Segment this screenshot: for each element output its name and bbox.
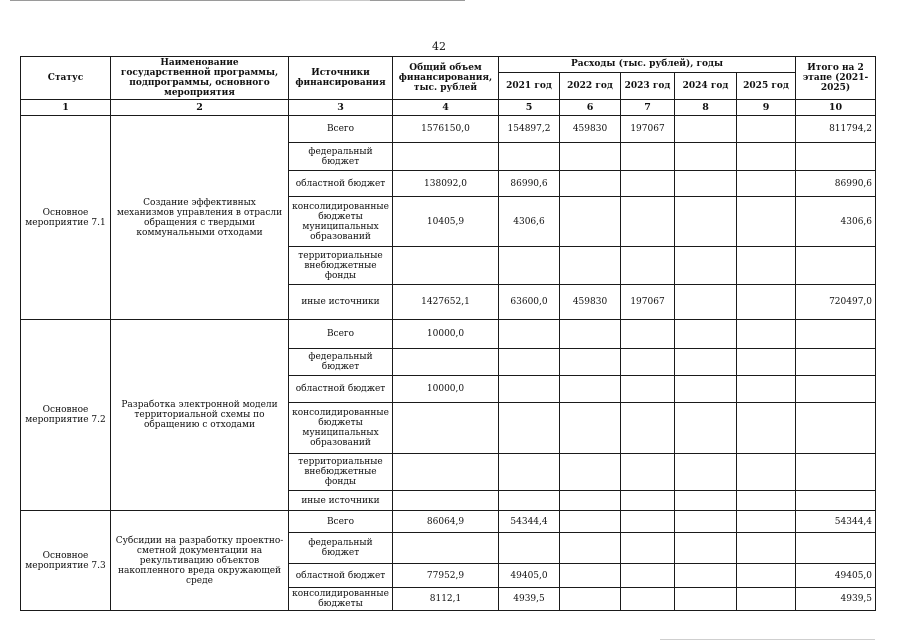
- stage-total-cell: [796, 143, 876, 171]
- year-value-cell: [675, 349, 737, 376]
- header-year: 2023 год: [621, 72, 675, 99]
- column-number: 5: [499, 100, 560, 116]
- year-value-cell: [675, 511, 737, 533]
- year-value-cell: [560, 454, 621, 491]
- year-value-cell: [621, 320, 675, 349]
- year-value-cell: [499, 533, 560, 564]
- year-value-cell: [560, 376, 621, 403]
- year-value-cell: [737, 320, 796, 349]
- stage-total-cell: [796, 491, 876, 511]
- stage-total-cell: [796, 247, 876, 285]
- status-cell: Основное мероприятие 7.1: [21, 116, 111, 320]
- stage-total-cell: 86990,6: [796, 171, 876, 197]
- header-total: Итого на 2 этапе (2021-2025): [796, 57, 876, 100]
- year-value-cell: [499, 247, 560, 285]
- year-value-cell: [499, 376, 560, 403]
- year-value-cell: [737, 403, 796, 454]
- year-value-cell: [560, 247, 621, 285]
- stage-total-cell: 811794,2: [796, 116, 876, 143]
- funding-source-cell: консолидированные бюджеты: [289, 588, 393, 611]
- year-value-cell: [621, 491, 675, 511]
- page-number: 42: [432, 40, 446, 53]
- measure-name-cell: Субсидии на разработку проектно-сметной документации на рекультивацию объектов накопленного вреда окружающей среде: [111, 511, 289, 611]
- year-value-cell: [737, 349, 796, 376]
- status-cell: Основное мероприятие 7.3: [21, 511, 111, 611]
- funding-source-cell: территориальные внебюджетные фонды: [289, 247, 393, 285]
- header-expenses: Расходы (тыс. рублей), годы: [499, 57, 796, 73]
- total-volume-cell: 10000,0: [393, 320, 499, 349]
- funding-source-cell: федеральный бюджет: [289, 143, 393, 171]
- table-row: [21, 320, 876, 349]
- year-value-cell: [675, 116, 737, 143]
- total-volume-cell: [393, 454, 499, 491]
- funding-source-cell: Всего: [289, 511, 393, 533]
- year-value-cell: 54344,4: [499, 511, 560, 533]
- year-value-cell: [737, 588, 796, 611]
- year-value-cell: [621, 454, 675, 491]
- header-sources: Источники финансирования: [289, 57, 393, 100]
- year-value-cell: [560, 403, 621, 454]
- year-value-cell: [737, 197, 796, 247]
- year-value-cell: [675, 247, 737, 285]
- column-number: 3: [289, 100, 393, 116]
- year-value-cell: [675, 454, 737, 491]
- total-volume-cell: [393, 349, 499, 376]
- total-volume-cell: [393, 403, 499, 454]
- header-year: 2021 год: [499, 72, 560, 99]
- year-value-cell: [737, 247, 796, 285]
- header-year: 2022 год: [560, 72, 621, 99]
- year-value-cell: [560, 349, 621, 376]
- year-value-cell: [499, 320, 560, 349]
- year-value-cell: [621, 143, 675, 171]
- year-value-cell: 459830: [560, 285, 621, 320]
- header-name: Наименование государственной программы, подпрограммы, основного мероприятия: [111, 57, 289, 100]
- budget-table: [20, 56, 876, 611]
- year-value-cell: [621, 376, 675, 403]
- total-volume-cell: [393, 247, 499, 285]
- year-value-cell: [675, 564, 737, 588]
- funding-source-cell: областной бюджет: [289, 564, 393, 588]
- total-volume-cell: 8112,1: [393, 588, 499, 611]
- stage-total-cell: [796, 376, 876, 403]
- year-value-cell: 197067: [621, 285, 675, 320]
- year-value-cell: [737, 511, 796, 533]
- funding-source-cell: иные источники: [289, 491, 393, 511]
- year-value-cell: [737, 533, 796, 564]
- year-value-cell: [675, 143, 737, 171]
- header-year: 2024 год: [675, 72, 737, 99]
- total-volume-cell: 10405,9: [393, 197, 499, 247]
- year-value-cell: 63600,0: [499, 285, 560, 320]
- year-value-cell: [675, 588, 737, 611]
- table-row: [21, 511, 876, 533]
- year-value-cell: [560, 533, 621, 564]
- year-value-cell: [737, 285, 796, 320]
- year-value-cell: 154897,2: [499, 116, 560, 143]
- year-value-cell: 4306,6: [499, 197, 560, 247]
- status-cell: Основное мероприятие 7.2: [21, 320, 111, 511]
- year-value-cell: [675, 491, 737, 511]
- year-value-cell: [560, 197, 621, 247]
- stage-total-cell: 4306,6: [796, 197, 876, 247]
- year-value-cell: [560, 588, 621, 611]
- year-value-cell: [621, 171, 675, 197]
- year-value-cell: [560, 564, 621, 588]
- year-value-cell: [737, 143, 796, 171]
- funding-source-cell: областной бюджет: [289, 171, 393, 197]
- year-value-cell: [737, 564, 796, 588]
- column-number: 6: [560, 100, 621, 116]
- year-value-cell: 86990,6: [499, 171, 560, 197]
- year-value-cell: [621, 588, 675, 611]
- funding-source-cell: Всего: [289, 116, 393, 143]
- year-value-cell: [675, 403, 737, 454]
- column-number: 4: [393, 100, 499, 116]
- funding-source-cell: федеральный бюджет: [289, 349, 393, 376]
- year-value-cell: [675, 533, 737, 564]
- year-value-cell: [560, 143, 621, 171]
- year-value-cell: 459830: [560, 116, 621, 143]
- stage-total-cell: [796, 349, 876, 376]
- year-value-cell: [621, 247, 675, 285]
- year-value-cell: [737, 116, 796, 143]
- column-number: 1: [21, 100, 111, 116]
- funding-source-cell: консолидированные бюджеты муниципальных образований: [289, 197, 393, 247]
- year-value-cell: [737, 376, 796, 403]
- year-value-cell: [675, 320, 737, 349]
- year-value-cell: [499, 143, 560, 171]
- year-value-cell: [621, 533, 675, 564]
- year-value-cell: [499, 491, 560, 511]
- stage-total-cell: [796, 454, 876, 491]
- column-number: 8: [675, 100, 737, 116]
- stage-total-cell: [796, 403, 876, 454]
- stage-total-cell: 4939,5: [796, 588, 876, 611]
- year-value-cell: 197067: [621, 116, 675, 143]
- total-volume-cell: [393, 533, 499, 564]
- total-volume-cell: 1427652,1: [393, 285, 499, 320]
- funding-source-cell: консолидированные бюджеты муниципальных образований: [289, 403, 393, 454]
- column-number: 9: [737, 100, 796, 116]
- year-value-cell: [675, 376, 737, 403]
- year-value-cell: 4939,5: [499, 588, 560, 611]
- stage-total-cell: [796, 533, 876, 564]
- total-volume-cell: [393, 143, 499, 171]
- stage-total-cell: 49405,0: [796, 564, 876, 588]
- year-value-cell: [560, 491, 621, 511]
- year-value-cell: [675, 197, 737, 247]
- year-value-cell: [737, 454, 796, 491]
- stage-total-cell: 54344,4: [796, 511, 876, 533]
- funding-source-cell: иные источники: [289, 285, 393, 320]
- year-value-cell: [560, 511, 621, 533]
- measure-name-cell: Разработка электронной модели территориальной схемы по обращению с отходами: [111, 320, 289, 511]
- year-value-cell: 49405,0: [499, 564, 560, 588]
- header-status: Статус: [21, 57, 111, 100]
- column-number-row: [21, 100, 876, 116]
- column-number: 7: [621, 100, 675, 116]
- year-value-cell: [621, 349, 675, 376]
- scan-edge-line: [10, 0, 465, 1]
- year-value-cell: [621, 564, 675, 588]
- year-value-cell: [499, 454, 560, 491]
- year-value-cell: [499, 403, 560, 454]
- year-value-cell: [560, 171, 621, 197]
- table-body: [21, 116, 876, 611]
- measure-name-cell: Создание эффективных механизмов управления в отрасли обращения с твердыми коммунальными отходами: [111, 116, 289, 320]
- funding-source-cell: Всего: [289, 320, 393, 349]
- total-volume-cell: 86064,9: [393, 511, 499, 533]
- column-number: 10: [796, 100, 876, 116]
- year-value-cell: [675, 171, 737, 197]
- year-value-cell: [621, 511, 675, 533]
- column-number: 2: [111, 100, 289, 116]
- table-header: [21, 57, 876, 116]
- total-volume-cell: [393, 491, 499, 511]
- year-value-cell: [675, 285, 737, 320]
- year-value-cell: [621, 403, 675, 454]
- year-value-cell: [737, 171, 796, 197]
- funding-source-cell: территориальные внебюджетные фонды: [289, 454, 393, 491]
- total-volume-cell: 138092,0: [393, 171, 499, 197]
- header-year: 2025 год: [737, 72, 796, 99]
- funding-source-cell: областной бюджет: [289, 376, 393, 403]
- year-value-cell: [499, 349, 560, 376]
- funding-source-cell: федеральный бюджет: [289, 533, 393, 564]
- total-volume-cell: 1576150,0: [393, 116, 499, 143]
- scan-edge-mark: [300, 0, 370, 1]
- table-row: [21, 116, 876, 143]
- header-volume: Общий объем финансирования, тыс. рублей: [393, 57, 499, 100]
- stage-total-cell: 720497,0: [796, 285, 876, 320]
- total-volume-cell: 77952,9: [393, 564, 499, 588]
- year-value-cell: [737, 491, 796, 511]
- year-value-cell: [621, 197, 675, 247]
- stage-total-cell: [796, 320, 876, 349]
- total-volume-cell: 10000,0: [393, 376, 499, 403]
- year-value-cell: [560, 320, 621, 349]
